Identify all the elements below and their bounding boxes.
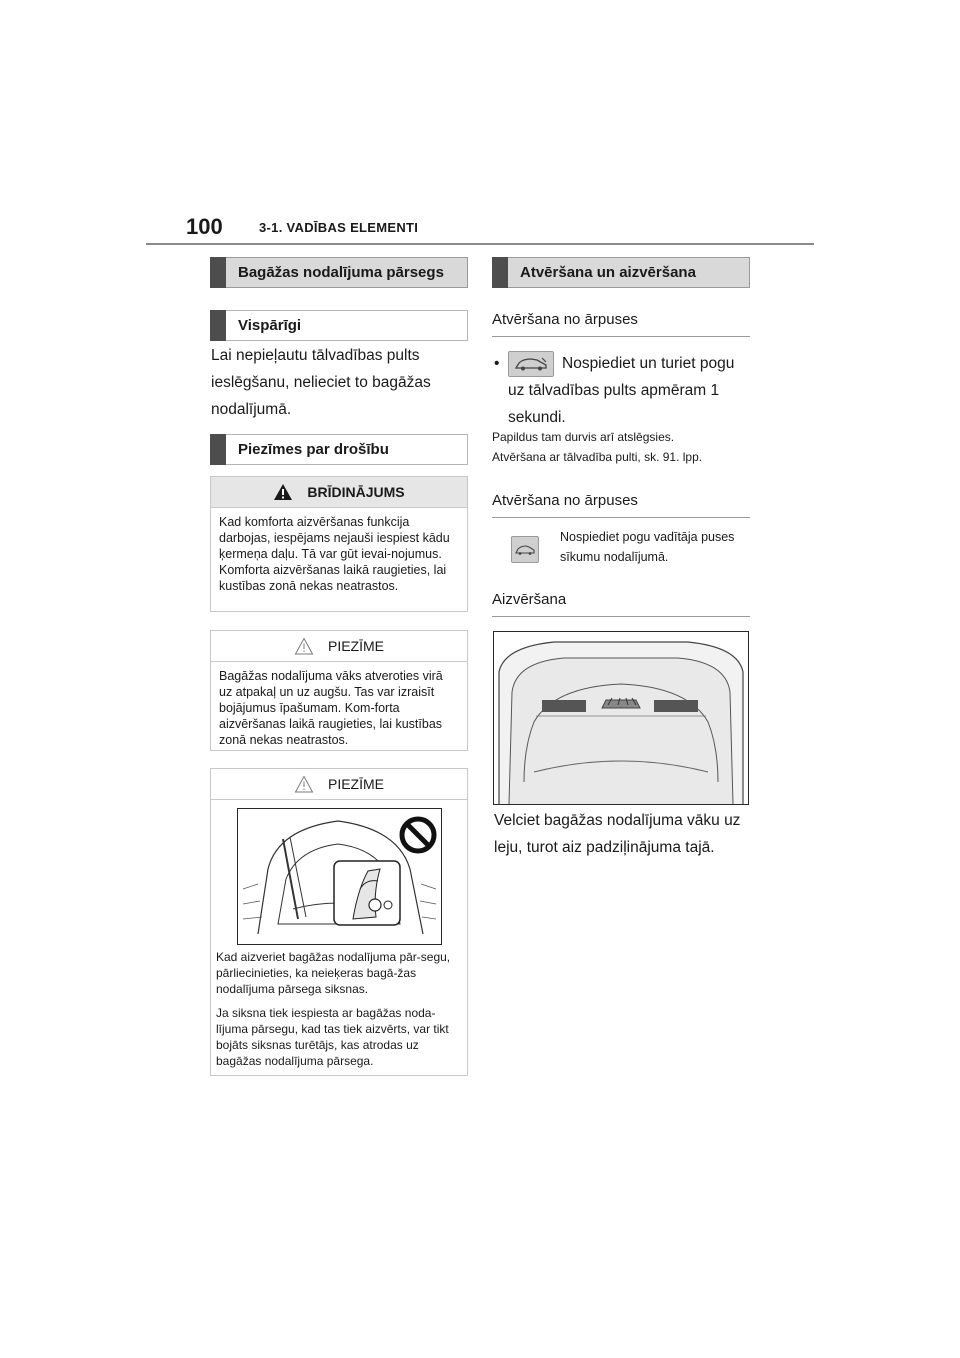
note-title: PIEZĪME <box>327 638 384 654</box>
car-trunk-icon <box>508 351 554 377</box>
trunk-strap-illustration <box>237 808 442 945</box>
subsection-title: Vispārīgi <box>238 317 302 334</box>
note-box-1 <box>210 630 468 751</box>
trunk-release-button-icon <box>511 536 539 563</box>
note-line-1: Papildus tam durvis arī atslēgsies. <box>492 430 675 444</box>
warning-title: BRĪDINĀJUMS <box>307 484 405 500</box>
bullet: • <box>494 355 500 372</box>
note-box-2 <box>210 768 468 1076</box>
subsection-title: Piezīmes par drošību <box>238 441 389 458</box>
section-marker <box>210 434 226 465</box>
section-marker <box>492 257 508 288</box>
note-text: Bagāžas nodalījuma vāks atveroties virā uz atpakaļ un uz augšu. Tas var izraisīt bojājumus īpašumam. Kom-forta aizvēršanas laikā raugieties, lai kustības zonā nekas neatrastos. <box>219 669 443 747</box>
warning-box <box>210 476 468 612</box>
trunk-lid-illustration <box>493 631 749 805</box>
note-header <box>211 769 467 800</box>
warning-text: Kad komforta aizvēršanas funkcija darbojas, iespējams nejauši iespiest kādu ķermeņa daļu. Tā var gūt ievai-nojumus. Komforta aizvēršanas laikā raugieties, lai kustības zonā nekas neatrastos. <box>219 515 450 593</box>
warning-header <box>211 477 467 508</box>
subsection-header-safety <box>210 434 468 465</box>
general-text: Lai nepieļautu tālvadības pults ieslēgšanu, nelieciet to bagāžas nodalījumā. <box>211 347 431 418</box>
subheading-open-outside-2: Atvēršana no ārpuses <box>492 492 750 518</box>
subheading-open-outside-1: Atvēršana no ārpuses <box>492 311 750 337</box>
section-header-opening-closing <box>492 257 750 288</box>
section-header-trunk-cover <box>210 257 468 288</box>
chapter-title: 3-1. VADĪBAS ELEMENTI <box>259 220 419 235</box>
warning-triangle-icon <box>273 483 293 501</box>
note-text-2: Ja siksna tiek iespiesta ar bagāžas noda-lījuma pārsegu, kad tas tiek aizvērts, var tikt bojāts siksnas turētājs, kas atrodas uz bagāžas nodalījuma pārsega. <box>216 1006 449 1068</box>
subsection-header-general <box>210 310 468 341</box>
note-line-2: Atvēršana ar tālvadība pulti, sk. 91. lpp. <box>492 450 703 464</box>
note-triangle-icon <box>294 775 314 793</box>
bullet-item <box>494 350 749 431</box>
section-marker <box>210 310 226 341</box>
outside2-text: Nospiediet pogu vadītāja puses sīkumu nodalījumā. <box>560 530 735 564</box>
header-rule <box>146 243 814 245</box>
section-title: Atvēršana un aizvēršana <box>520 264 696 281</box>
page-number: 100 <box>186 214 223 239</box>
section-title: Bagāžas nodalījuma pārsegs <box>238 264 444 281</box>
prohibited-icon <box>398 815 438 860</box>
section-marker <box>210 257 226 288</box>
bullet-text-line1: Nospiediet un turiet pogu <box>562 355 735 372</box>
bullet-text-rest: uz tālvadības pults apmēram 1 sekundi. <box>508 382 720 426</box>
note-header <box>211 631 467 662</box>
note-text-1: Kad aizveriet bagāžas nodalījuma pār-segu, pārliecinieties, ka neieķeras bagā-žas nodalījuma pārsega siksnas. <box>216 950 451 996</box>
note-triangle-icon <box>294 637 314 655</box>
closing-text: Velciet bagāžas nodalījuma vāku uz leju, turot aiz padziļinājuma tajā. <box>494 812 741 856</box>
note-title: PIEZĪME <box>327 776 384 792</box>
subheading-closing: Aizvēršana <box>492 591 750 617</box>
